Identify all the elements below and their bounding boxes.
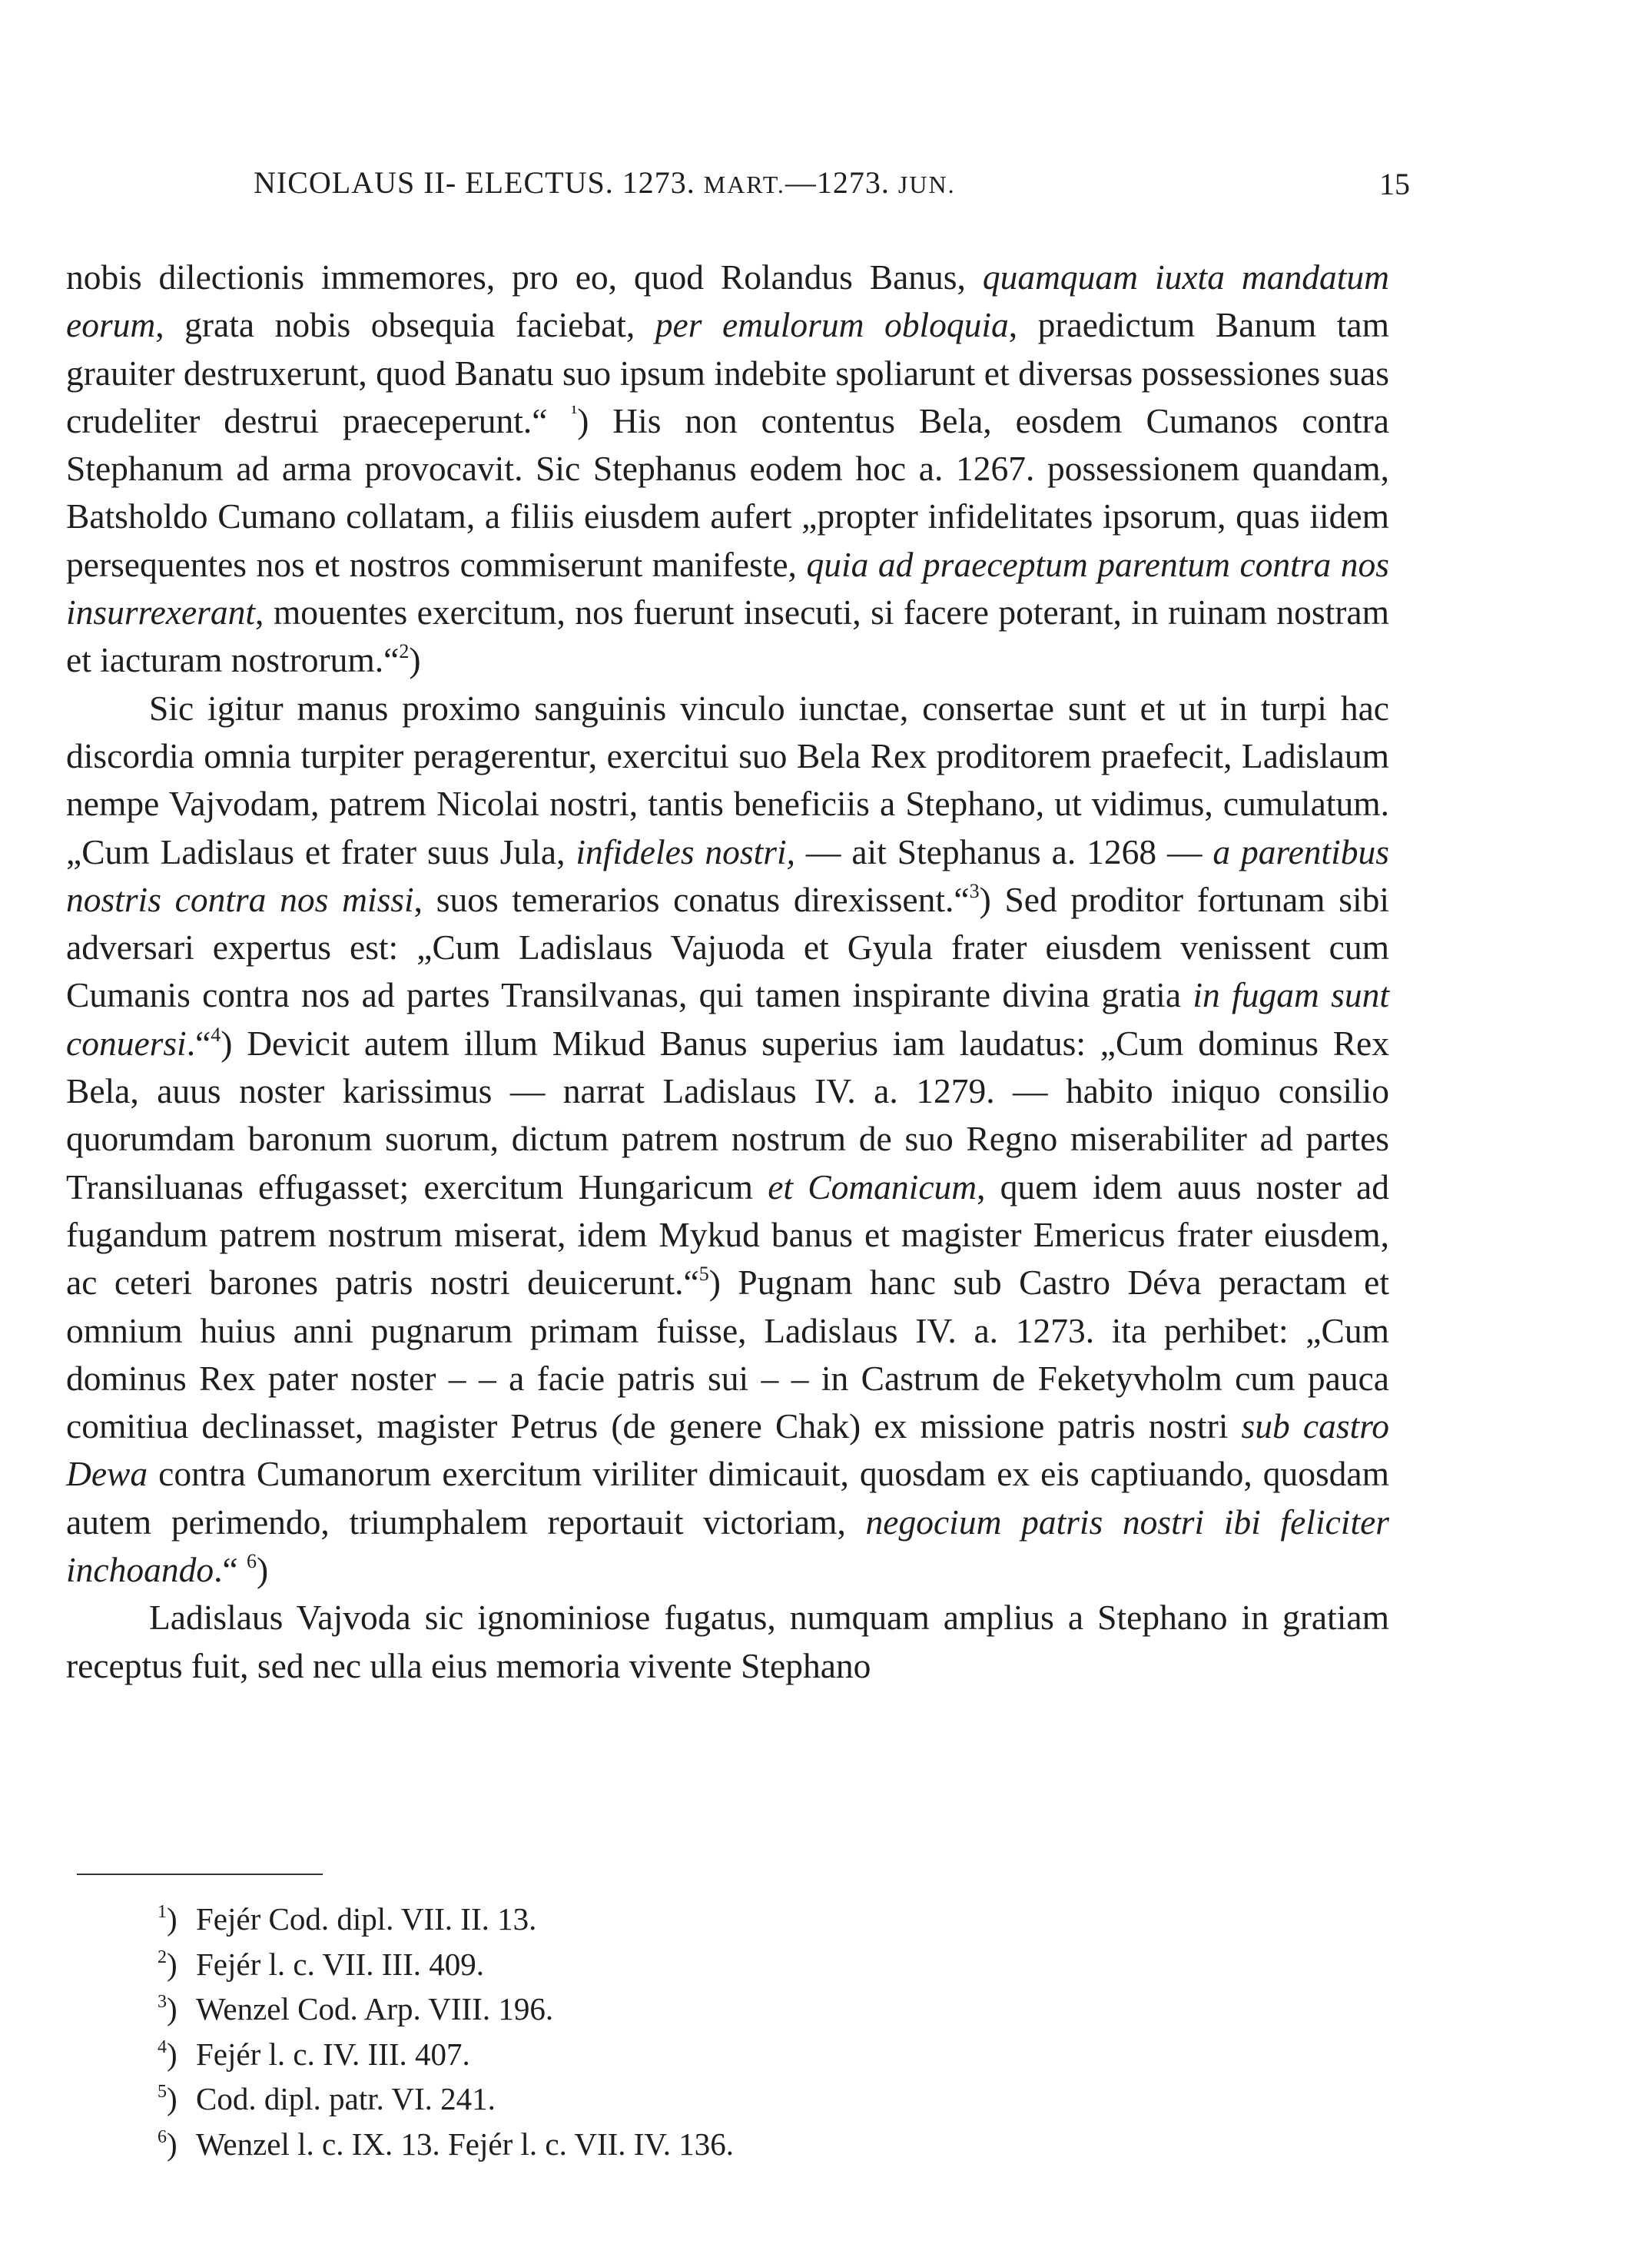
footnote-ref: 4 xyxy=(211,1023,221,1046)
footnote-ref: 3 xyxy=(969,879,980,902)
footnote-mark: 6 xyxy=(158,2126,167,2147)
text-run: contra Cumanorum exercitum viriliter dimicauit, quosdam ex eis captiuando, quosdam autem perimendo, triumphalem reportauit victoriam, xyxy=(66,1454,1389,1542)
footnote-ref: 6 xyxy=(247,1550,257,1573)
footnote-text: Fejér Cod. dipl. VII. II. 13. xyxy=(196,1901,537,1937)
running-header xyxy=(254,163,1406,204)
footnote-ref: 5 xyxy=(698,1263,709,1286)
footnote-mark: 1 xyxy=(158,1902,167,1922)
footnote-rule xyxy=(77,1874,323,1875)
body-text xyxy=(66,254,1389,1690)
footnote-text: Wenzel l. c. IX. 13. Fejér l. c. VII. IV. 136. xyxy=(196,2126,734,2162)
footnote: $^2$) Fejér l. c. VII. III. 409. xyxy=(158,1946,484,1982)
text-run: Sic igitur manus proximo sanguinis vinculo iunctae, consertae sunt et ut in turpi hac discordia omnia turpiter peragerentur, exercitui suo Bela Rex proditorem praefecit, Ladislaum nempe Vajvodam, patrem Nicolai nostri, tantis beneficiis a Stephano, ut vidimus, cumulatum. „Cum Ladislaus et frater suus Jula, xyxy=(66,688,1389,871)
text-run: .“ xyxy=(214,1550,247,1590)
text-run: ) xyxy=(257,1550,269,1590)
text-run: , praedictum Banum tam grauiter destruxerunt, quod Banatu suo ipsum indebite spoliarunt et diversas possessiones suas crudeliter destrui praeceperunt.“ xyxy=(66,305,1389,440)
page-number: 15 xyxy=(1379,167,1410,201)
text-run: ) xyxy=(409,640,421,680)
footnote-ref: ¹ xyxy=(571,400,578,423)
footnote-ref: 2 xyxy=(399,640,410,663)
paragraph-3: Ladislaus Vajvoda sic ignominiose fugatus, numquam amplius a Stephano in gratiam receptus fuit, sed nec ulla eius memoria vivente Stephano xyxy=(66,1598,1389,1685)
text-run: , mouentes exercitum, nos fuerunt insecuti, si facere poterant, in ruinam nostram et iacturam nostrorum.“ xyxy=(66,592,1389,680)
text-run: nobis dilectionis immemores, pro eo, quod Rolandus Banus, xyxy=(66,257,983,297)
text-run: ) Pugnam hanc sub Castro Déva peractam et omnium huius anni pugnarum primam fuisse, Ladislaus IV. a. 1273. ita perhibet: „Cum dominus Rex pater noster – – a facie patris sui – – in Castrum de Feketyvholm cum pauca comitiua declinasset, magister Petrus (de genere Chak) ex missione patris nostri xyxy=(66,1263,1390,1446)
italic-run: a parentibus nostris contra nos missi xyxy=(66,831,1390,919)
paragraph-2 xyxy=(66,685,1389,1595)
footnote-mark: 3 xyxy=(158,1992,167,2012)
italic-run: negocium patris nostri ibi feliciter inchoando xyxy=(66,1502,1389,1590)
footnote-mark: 4 xyxy=(158,2036,167,2057)
footnote-text: Fejér l. c. VII. III. 409. xyxy=(196,1946,484,1982)
italic-run: per emulorum obloquia xyxy=(655,305,1009,345)
header-date-end: 1273. xyxy=(816,165,890,200)
text-run: , quem idem auus noster ad fugandum patrem nostrum miserat, idem Mykud banus et magister Emericus frater eiusdem, ac ceteri barones patris nostri deuicerunt.“ xyxy=(66,1167,1389,1303)
text-run: ) Sed proditor fortunam sibi adversari expertus est: „Cum Ladislaus Vajuoda et Gyula frater eiusdem venissent cum Cumanis contra nos ad partes Transilvanas, qui tamen inspirante divina gratia xyxy=(66,879,1390,1015)
italic-run: infideles nostri, xyxy=(576,831,796,871)
footnote-text: Fejér l. c. IV. III. 407. xyxy=(196,2036,470,2072)
footnote: $^5$) Cod. dipl. patr. VI. 241. xyxy=(158,2081,496,2116)
text-run: , grata nobis obsequia faciebat, xyxy=(155,305,655,345)
header-month-end: JUN. xyxy=(897,171,956,198)
text-run: ) Devicit autem illum Mikud Banus superius iam laudatus: „Cum dominus Rex Bela, auus noster karissimus — narrat Ladislaus IV. a. 1279. — habito iniquo consilio quorumdam baronum suorum, dictum patrem nostrum de suo Regno miserabiliter ad partes Transiluanas effugasset; exercitum Hungaricum xyxy=(66,1023,1389,1207)
header-month-start: MART. xyxy=(703,171,785,198)
footnote-text: Wenzel Cod. Arp. VIII. 196. xyxy=(196,1991,554,2026)
header-date-start: 1273. xyxy=(622,165,695,200)
header-title: NICOLAUS II- ELECTUS. xyxy=(254,165,614,200)
footnote: $^6$) Wenzel l. c. IX. 13. Fejér l. c. VII. IV. 136. xyxy=(158,2126,734,2162)
footnote-mark: 5 xyxy=(158,2082,167,2102)
footnote: $^1$) Fejér Cod. dipl. VII. II. 13. xyxy=(158,1901,537,1937)
italic-run: sub castro Dewa xyxy=(66,1406,1389,1494)
paragraph-1 xyxy=(66,254,1389,685)
text-run: , suos temerarios conatus direxissent.“ xyxy=(413,879,970,919)
text-run: .“ xyxy=(186,1023,211,1063)
italic-run: quamquam iuxta mandatum eorum xyxy=(66,257,1389,345)
text-run: ) His non contentus Bela, eosdem Cumanos contra Stephanum ad arma provocavit. Sic Stephanus eodem hoc a. 1267. possessionem quandam, Batsholdo Cumano collatam, a filiis eiusdem aufert „propter infidelitates ipsorum, quas iidem persequentes nos et nostros commiserunt manifeste, xyxy=(66,400,1389,584)
header-dash: — xyxy=(785,165,817,200)
footnote: $^4$) Fejér l. c. IV. III. 407. xyxy=(158,2036,470,2072)
italic-run: in fugam sunt conuersi xyxy=(66,975,1389,1063)
footnote-text: Cod. dipl. patr. VI. 241. xyxy=(196,2081,496,2116)
italic-run: quia ad praeceptum parentum contra nos insurrexerant xyxy=(66,544,1390,632)
italic-run: et Comanicum xyxy=(768,1167,977,1207)
text-run: — ait Stephanus a. 1268 — xyxy=(795,831,1213,871)
footnote-mark: 2 xyxy=(158,1947,167,1967)
footnote: $^3$) Wenzel Cod. Arp. VIII. 196. xyxy=(158,1991,554,2026)
footnotes xyxy=(158,1897,1156,2166)
